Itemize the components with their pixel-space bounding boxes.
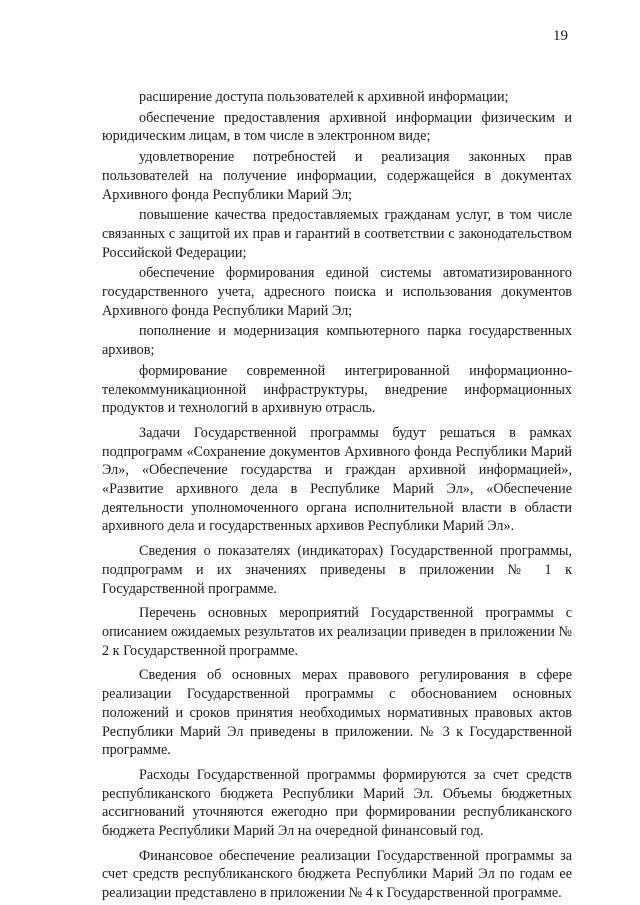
paragraph-unified-system: обеспечение формирования единой системы автоматизированного государственного учета, адресного поиска и использования документов Архивного фонда Республики Марий Эл; bbox=[102, 265, 572, 319]
paragraph-service-quality: повышение качества предоставляемых гражданам услуг, в том числе связанных с защитой их прав и гарантий в соответствии с законодательством Российской Федерации; bbox=[102, 207, 572, 261]
paragraph-user-rights: удовлетворение потребностей и реализация законных прав пользователей на получение информации, содержащейся в документах Архивного фонда Республики Марий Эл; bbox=[102, 149, 572, 203]
paragraph-infrastructure: формирование современной интегрированной информационно-телекоммуникационной инфраструктуры, внедрение информационных продуктов и технологий в архивную отрасль. bbox=[102, 362, 572, 417]
paragraph-legal-regulation: Сведения об основных мерах правового регулирования в сфере реализации Государственной программы с обоснованием основных положений и сроков принятия необходимых нормативных правовых актов Республики Марий Эл приведены в приложении. № 3 к Государственной программе. bbox=[102, 667, 572, 759]
paragraph-activities-list: Перечень основных мероприятий Государственной программы с описанием ожидаемых результатов их реализации приведен в приложении № 2 к Государственной программе. bbox=[102, 605, 572, 659]
paragraph-financing: Финансовое обеспечение реализации Государственной программы за счет средств республиканского бюджета Республики Марий Эл по годам ее реализации представлено в приложении № 4 к Государственной программе. bbox=[102, 847, 572, 902]
paragraph-information-provision: обеспечение предоставления архивной информации физическим и юридическим лицам, в том числе в электронном виде; bbox=[102, 109, 572, 145]
paragraph-computer-park: пополнение и модернизация компьютерного парка государственных архивов; bbox=[102, 323, 572, 359]
paragraph-access-expansion: расширение доступа пользователей к архивной информации; bbox=[139, 89, 509, 105]
paragraph-program-tasks: Задачи Государственной программы будут решаться в рамках подпрограмм «Сохранение документов Архивного фонда Республики Марий Эл», «Обеспечение государства и граждан архивной информацией», «Развитие архивного дела в Республике Марий Эл», «Обеспечение деятельности уполномоченного органа исполнительной власти в области архивного дела и государственных архивов Республики Марий Эл». bbox=[102, 424, 572, 535]
document-body bbox=[102, 88, 572, 905]
paragraph-indicators: Сведения о показателях (индикаторах) Государственной программы, подпрограмм и их значениях приведены в приложении № 1 к Государственной программе. bbox=[102, 543, 572, 597]
paragraph-expenses: Расходы Государственной программы формируются за счет средств республиканского бюджета Республики Марий Эл. Объемы бюджетных ассигнований уточняются ежегодно при формировании республиканского бюджета Республики Марий Эл на очередной финансовый год. bbox=[102, 766, 572, 840]
page-number: 19 bbox=[553, 28, 568, 44]
